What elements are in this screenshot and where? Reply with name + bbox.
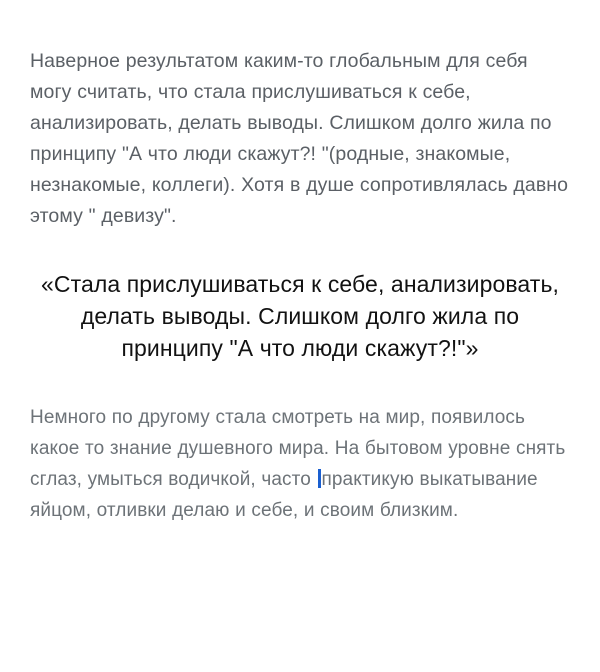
paragraph-intro: Наверное результатом каким-то глобальным для себя могу считать, что стала прислушиваться к себе, анализировать, делать выводы. Слишком долго жила по принципу "А что люди скажут?! "(родные, знакомые, незнакомые, коллеги). Хотя в душе сопротивлялась давно этому " девизу". (30, 50, 569, 227)
text-cursor-icon (318, 469, 321, 488)
pull-quote: «Стала прислушиваться к себе, анализировать, делать выводы. Слишком долго жила по принципу "А что люди скажут?!"» (40, 271, 560, 361)
paragraph-body-text-after-cursor: практикую выкатывание яйцом, отливки делаю и себе, и своим близким. (30, 469, 538, 521)
paragraph-body (30, 402, 570, 526)
paragraph-body-text-before-cursor: Немного по другому стала смотреть на мир, появилось какое то знание душевного мира. На бытовом уровне снять сглаз, умыться водичкой, часто (30, 407, 566, 490)
